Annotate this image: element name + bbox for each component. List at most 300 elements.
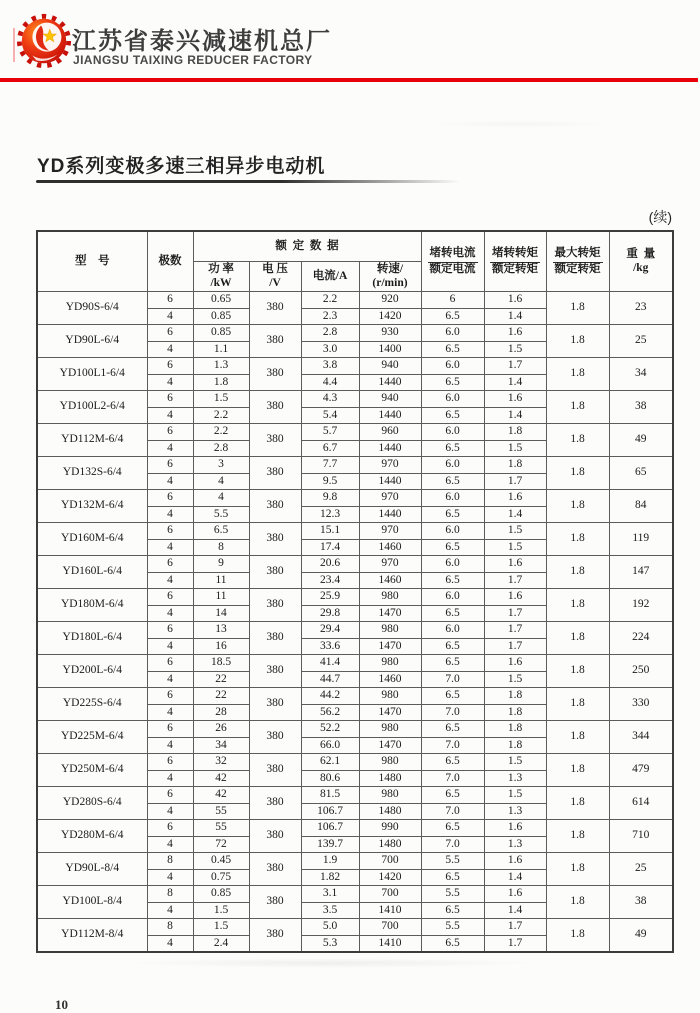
speed-cell: 1400	[359, 341, 421, 358]
power-unit: /kW	[210, 276, 232, 289]
table-row	[37, 424, 673, 441]
current-cell: 1.82	[301, 869, 359, 886]
locked-torque-cell: 1.6	[484, 391, 546, 408]
weight-cell: 147	[609, 556, 673, 589]
poles-cell: 4	[147, 836, 193, 853]
voltage-cell: 380	[249, 886, 301, 919]
weight-cell: 614	[609, 787, 673, 820]
poles-cell: 4	[147, 605, 193, 622]
table-row	[37, 787, 673, 804]
power-cell: 4	[193, 473, 249, 490]
max-torque-cell: 1.8	[546, 424, 609, 457]
locked-current-numerator: 堵转电流	[428, 247, 478, 262]
current-cell: 12.3	[301, 506, 359, 523]
locked-torque-cell: 1.5	[484, 671, 546, 688]
locked-current-cell: 7.0	[421, 671, 484, 688]
power-cell: 22	[193, 671, 249, 688]
locked-current-cell: 6.0	[421, 358, 484, 375]
speed-unit: (r/min)	[372, 276, 408, 289]
locked-torque-cell: 1.7	[484, 935, 546, 952]
max-torque-cell: 1.8	[546, 688, 609, 721]
poles-cell: 6	[147, 622, 193, 639]
table-row	[37, 391, 673, 408]
speed-cell: 940	[359, 391, 421, 408]
current-cell: 25.9	[301, 589, 359, 606]
locked-current-cell: 6.5	[421, 655, 484, 672]
col-header-power	[193, 262, 249, 292]
weight-cell: 250	[609, 655, 673, 688]
speed-cell: 980	[359, 754, 421, 771]
power-cell: 16	[193, 638, 249, 655]
current-cell: 15.1	[301, 523, 359, 540]
voltage-cell: 380	[249, 391, 301, 424]
poles-cell: 4	[147, 869, 193, 886]
locked-current-cell: 6	[421, 292, 484, 309]
locked-current-cell: 6.0	[421, 424, 484, 441]
locked-torque-cell: 1.5	[484, 754, 546, 771]
speed-cell: 990	[359, 820, 421, 837]
power-cell: 13	[193, 622, 249, 639]
poles-cell: 6	[147, 655, 193, 672]
current-cell: 3.5	[301, 902, 359, 919]
table-row	[37, 853, 673, 870]
locked-current-denominator: 额定电流	[429, 262, 476, 275]
locked-torque-cell: 1.3	[484, 770, 546, 787]
power-cell: 5.5	[193, 506, 249, 523]
voltage-cell: 380	[249, 589, 301, 622]
power-cell: 14	[193, 605, 249, 622]
locked-torque-cell: 1.6	[484, 853, 546, 870]
locked-torque-cell: 1.7	[484, 605, 546, 622]
current-cell: 5.3	[301, 935, 359, 952]
motor-spec-table	[36, 230, 674, 953]
poles-cell: 4	[147, 539, 193, 556]
locked-current-cell: 6.5	[421, 902, 484, 919]
weight-cell: 330	[609, 688, 673, 721]
locked-torque-cell: 1.8	[484, 704, 546, 721]
speed-cell: 1460	[359, 539, 421, 556]
max-torque-cell: 1.8	[546, 721, 609, 754]
voltage-cell: 380	[249, 754, 301, 787]
power-cell: 18.5	[193, 655, 249, 672]
poles-cell: 4	[147, 935, 193, 952]
locked-current-cell: 6.0	[421, 556, 484, 573]
max-torque-cell: 1.8	[546, 754, 609, 787]
locked-current-cell: 6.5	[421, 721, 484, 738]
locked-current-cell: 6.0	[421, 589, 484, 606]
locked-torque-cell: 1.3	[484, 836, 546, 853]
locked-torque-cell: 1.4	[484, 869, 546, 886]
speed-cell: 700	[359, 886, 421, 903]
speed-cell: 980	[359, 721, 421, 738]
locked-current-cell: 6.5	[421, 407, 484, 424]
current-cell: 106.7	[301, 820, 359, 837]
speed-cell: 970	[359, 490, 421, 507]
poles-cell: 4	[147, 506, 193, 523]
locked-torque-cell: 1.4	[484, 407, 546, 424]
speed-cell: 700	[359, 919, 421, 936]
col-header-current: 电流/A	[301, 262, 359, 292]
power-cell: 55	[193, 803, 249, 820]
table-row	[37, 688, 673, 705]
current-cell: 33.6	[301, 638, 359, 655]
table-row	[37, 523, 673, 540]
weight-label: 重 量	[626, 248, 656, 261]
max-torque-cell: 1.8	[546, 886, 609, 919]
power-cell: 1.1	[193, 341, 249, 358]
locked-current-cell: 6.5	[421, 341, 484, 358]
speed-cell: 1410	[359, 902, 421, 919]
speed-cell: 980	[359, 688, 421, 705]
locked-torque-cell: 1.6	[484, 886, 546, 903]
speed-cell: 1420	[359, 869, 421, 886]
locked-current-cell: 6.5	[421, 820, 484, 837]
power-cell: 3	[193, 457, 249, 474]
weight-cell: 344	[609, 721, 673, 754]
model-cell: YD90S-6/4	[37, 292, 147, 325]
locked-current-cell: 6.0	[421, 490, 484, 507]
voltage-cell: 380	[249, 853, 301, 886]
max-torque-cell: 1.8	[546, 292, 609, 325]
col-header-locked-torque-ratio	[484, 231, 546, 292]
table-row	[37, 358, 673, 375]
poles-cell: 4	[147, 638, 193, 655]
locked-torque-cell: 1.7	[484, 919, 546, 936]
speed-cell: 980	[359, 655, 421, 672]
current-cell: 44.7	[301, 671, 359, 688]
current-cell: 1.9	[301, 853, 359, 870]
model-cell: YD225M-6/4	[37, 721, 147, 754]
col-header-poles: 极数	[147, 231, 193, 292]
table-row	[37, 886, 673, 903]
voltage-cell: 380	[249, 919, 301, 953]
locked-current-cell: 6.5	[421, 539, 484, 556]
max-torque-cell: 1.8	[546, 556, 609, 589]
voltage-cell: 380	[249, 457, 301, 490]
current-cell: 106.7	[301, 803, 359, 820]
power-cell: 42	[193, 770, 249, 787]
current-cell: 2.2	[301, 292, 359, 309]
voltage-cell: 380	[249, 655, 301, 688]
weight-cell: 25	[609, 325, 673, 358]
speed-cell: 1440	[359, 407, 421, 424]
power-cell: 26	[193, 721, 249, 738]
poles-cell: 6	[147, 820, 193, 837]
power-cell: 1.8	[193, 374, 249, 391]
locked-torque-cell: 1.6	[484, 556, 546, 573]
weight-cell: 119	[609, 523, 673, 556]
locked-torque-cell: 1.3	[484, 803, 546, 820]
locked-current-cell: 6.5	[421, 754, 484, 771]
voltage-cell: 380	[249, 622, 301, 655]
poles-cell: 4	[147, 704, 193, 721]
weight-cell: 224	[609, 622, 673, 655]
locked-current-cell: 6.5	[421, 935, 484, 952]
voltage-cell: 380	[249, 721, 301, 754]
poles-cell: 8	[147, 919, 193, 936]
locked-torque-denominator: 额定转矩	[492, 262, 538, 275]
locked-current-cell: 6.5	[421, 787, 484, 804]
current-cell: 9.5	[301, 473, 359, 490]
speed-cell: 980	[359, 787, 421, 804]
model-cell: YD112M-6/4	[37, 424, 147, 457]
power-cell: 4	[193, 490, 249, 507]
company-name-en: JIANGSU TAIXING REDUCER FACTORY	[73, 53, 313, 67]
weight-cell: 38	[609, 391, 673, 424]
continued-note: (续)	[648, 209, 672, 225]
table-row	[37, 919, 673, 936]
voltage-cell: 380	[249, 523, 301, 556]
power-cell: 32	[193, 754, 249, 771]
current-cell: 2.3	[301, 308, 359, 325]
poles-cell: 6	[147, 325, 193, 342]
table-row	[37, 556, 673, 573]
voltage-cell: 380	[249, 688, 301, 721]
locked-torque-cell: 1.7	[484, 473, 546, 490]
max-torque-cell: 1.8	[546, 325, 609, 358]
voltage-cell: 380	[249, 424, 301, 457]
scan-artifact	[120, 958, 540, 968]
locked-torque-cell: 1.6	[484, 655, 546, 672]
model-cell: YD100L1-6/4	[37, 358, 147, 391]
current-cell: 7.7	[301, 457, 359, 474]
table-row	[37, 490, 673, 507]
speed-cell: 1410	[359, 935, 421, 952]
power-cell: 72	[193, 836, 249, 853]
col-header-locked-current-ratio	[421, 231, 484, 292]
speed-cell: 1480	[359, 803, 421, 820]
model-cell: YD112M-8/4	[37, 919, 147, 953]
current-cell: 4.4	[301, 374, 359, 391]
locked-current-cell: 6.0	[421, 622, 484, 639]
max-torque-cell: 1.8	[546, 457, 609, 490]
current-cell: 3.1	[301, 886, 359, 903]
factory-gear-star-logo-icon	[15, 12, 73, 70]
speed-cell: 940	[359, 358, 421, 375]
power-cell: 0.45	[193, 853, 249, 870]
power-cell: 2.2	[193, 407, 249, 424]
weight-cell: 65	[609, 457, 673, 490]
voltage-cell: 380	[249, 292, 301, 325]
company-name-cn: 江苏省泰兴减速机总厂	[72, 28, 332, 55]
locked-torque-cell: 1.6	[484, 292, 546, 309]
power-cell: 0.65	[193, 292, 249, 309]
locked-torque-cell: 1.4	[484, 374, 546, 391]
col-header-voltage	[249, 262, 301, 292]
locked-torque-cell: 1.4	[484, 902, 546, 919]
poles-cell: 6	[147, 358, 193, 375]
model-cell: YD160M-6/4	[37, 523, 147, 556]
locked-torque-cell: 1.7	[484, 622, 546, 639]
current-cell: 56.2	[301, 704, 359, 721]
current-cell: 29.8	[301, 605, 359, 622]
locked-torque-cell: 1.6	[484, 490, 546, 507]
poles-cell: 6	[147, 589, 193, 606]
col-header-max-torque-ratio	[546, 231, 609, 292]
locked-current-cell: 6.5	[421, 308, 484, 325]
locked-torque-cell: 1.5	[484, 787, 546, 804]
current-cell: 5.0	[301, 919, 359, 936]
speed-cell: 1440	[359, 374, 421, 391]
poles-cell: 4	[147, 341, 193, 358]
current-cell: 80.6	[301, 770, 359, 787]
speed-cell: 1470	[359, 737, 421, 754]
max-torque-cell: 1.8	[546, 622, 609, 655]
model-cell: YD132S-6/4	[37, 457, 147, 490]
poles-cell: 4	[147, 770, 193, 787]
speed-cell: 1470	[359, 605, 421, 622]
locked-current-cell: 6.5	[421, 572, 484, 589]
power-cell: 34	[193, 737, 249, 754]
locked-torque-cell: 1.7	[484, 358, 546, 375]
speed-cell: 700	[359, 853, 421, 870]
weight-cell: 192	[609, 589, 673, 622]
max-torque-cell: 1.8	[546, 820, 609, 853]
locked-current-cell: 6.0	[421, 391, 484, 408]
locked-current-cell: 6.5	[421, 473, 484, 490]
locked-torque-numerator: 堵转转矩	[490, 247, 540, 262]
speed-cell: 980	[359, 622, 421, 639]
weight-cell: 34	[609, 358, 673, 391]
page-title: YD系列变极多速三相异步电动机	[37, 156, 326, 177]
locked-current-cell: 6.5	[421, 869, 484, 886]
max-torque-cell: 1.8	[546, 358, 609, 391]
locked-torque-cell: 1.8	[484, 737, 546, 754]
table-row	[37, 655, 673, 672]
table-row	[37, 622, 673, 639]
locked-current-cell: 5.5	[421, 853, 484, 870]
power-cell: 55	[193, 820, 249, 837]
speed-cell: 930	[359, 325, 421, 342]
speed-cell: 1470	[359, 704, 421, 721]
col-header-speed	[359, 262, 421, 292]
model-cell: YD100L2-6/4	[37, 391, 147, 424]
voltage-cell: 380	[249, 787, 301, 820]
max-torque-denominator: 额定转矩	[554, 262, 601, 275]
speed-cell: 1440	[359, 473, 421, 490]
speed-cell: 1470	[359, 638, 421, 655]
current-cell: 2.8	[301, 325, 359, 342]
header-divider	[0, 78, 698, 82]
table-row	[37, 721, 673, 738]
table-row	[37, 292, 673, 309]
current-cell: 5.7	[301, 424, 359, 441]
poles-cell: 6	[147, 721, 193, 738]
voltage-cell: 380	[249, 358, 301, 391]
locked-current-cell: 7.0	[421, 704, 484, 721]
locked-torque-cell: 1.5	[484, 539, 546, 556]
poles-cell: 4	[147, 671, 193, 688]
poles-cell: 6	[147, 754, 193, 771]
locked-current-cell: 5.5	[421, 919, 484, 936]
model-cell: YD100L-8/4	[37, 886, 147, 919]
col-header-weight	[609, 231, 673, 292]
poles-cell: 4	[147, 407, 193, 424]
power-cell: 0.75	[193, 869, 249, 886]
power-cell: 2.2	[193, 424, 249, 441]
locked-current-cell: 6.5	[421, 440, 484, 457]
max-torque-cell: 1.8	[546, 391, 609, 424]
model-cell: YD250M-6/4	[37, 754, 147, 787]
locked-torque-cell: 1.4	[484, 506, 546, 523]
power-cell: 11	[193, 589, 249, 606]
current-cell: 139.7	[301, 836, 359, 853]
speed-cell: 1420	[359, 308, 421, 325]
max-torque-cell: 1.8	[546, 490, 609, 523]
poles-cell: 6	[147, 556, 193, 573]
power-cell: 1.3	[193, 358, 249, 375]
weight-cell: 479	[609, 754, 673, 787]
locked-torque-cell: 1.6	[484, 820, 546, 837]
speed-cell: 1480	[359, 770, 421, 787]
poles-cell: 8	[147, 853, 193, 870]
locked-current-cell: 7.0	[421, 737, 484, 754]
poles-cell: 6	[147, 787, 193, 804]
locked-torque-cell: 1.7	[484, 572, 546, 589]
current-cell: 29.4	[301, 622, 359, 639]
power-cell: 8	[193, 539, 249, 556]
locked-current-cell: 6.5	[421, 688, 484, 705]
current-cell: 81.5	[301, 787, 359, 804]
weight-cell: 49	[609, 919, 673, 953]
col-header-rated-data-group: 额 定 数 据	[193, 231, 421, 262]
max-torque-cell: 1.8	[546, 919, 609, 953]
power-cell: 1.5	[193, 391, 249, 408]
speed-cell: 960	[359, 424, 421, 441]
scan-artifact	[430, 120, 610, 128]
power-cell: 0.85	[193, 325, 249, 342]
col-header-model: 型 号	[37, 231, 147, 292]
locked-torque-cell: 1.5	[484, 523, 546, 540]
locked-current-cell: 6.5	[421, 638, 484, 655]
voltage-cell: 380	[249, 325, 301, 358]
speed-cell: 970	[359, 556, 421, 573]
power-label: 功 率	[208, 263, 234, 276]
weight-cell: 38	[609, 886, 673, 919]
power-cell: 28	[193, 704, 249, 721]
locked-current-cell: 6.0	[421, 457, 484, 474]
power-cell: 1.5	[193, 902, 249, 919]
max-torque-cell: 1.8	[546, 787, 609, 820]
model-cell: YD160L-6/4	[37, 556, 147, 589]
speed-cell: 1480	[359, 836, 421, 853]
poles-cell: 6	[147, 490, 193, 507]
voltage-cell: 380	[249, 820, 301, 853]
model-cell: YD90L-8/4	[37, 853, 147, 886]
locked-torque-cell: 1.8	[484, 424, 546, 441]
table-row	[37, 820, 673, 837]
current-cell: 6.7	[301, 440, 359, 457]
poles-cell: 4	[147, 374, 193, 391]
poles-cell: 4	[147, 902, 193, 919]
locked-torque-cell: 1.8	[484, 688, 546, 705]
model-cell: YD90L-6/4	[37, 325, 147, 358]
model-cell: YD280S-6/4	[37, 787, 147, 820]
poles-cell: 4	[147, 737, 193, 754]
locked-torque-cell: 1.6	[484, 589, 546, 606]
model-cell: YD180M-6/4	[37, 589, 147, 622]
current-cell: 3.8	[301, 358, 359, 375]
speed-label: 转速/	[376, 263, 404, 276]
speed-cell: 920	[359, 292, 421, 309]
table-row	[37, 457, 673, 474]
locked-torque-cell: 1.7	[484, 638, 546, 655]
speed-cell: 1440	[359, 440, 421, 457]
table-body	[37, 292, 673, 953]
weight-cell: 710	[609, 820, 673, 853]
locked-current-cell: 6.5	[421, 506, 484, 523]
speed-cell: 1460	[359, 572, 421, 589]
